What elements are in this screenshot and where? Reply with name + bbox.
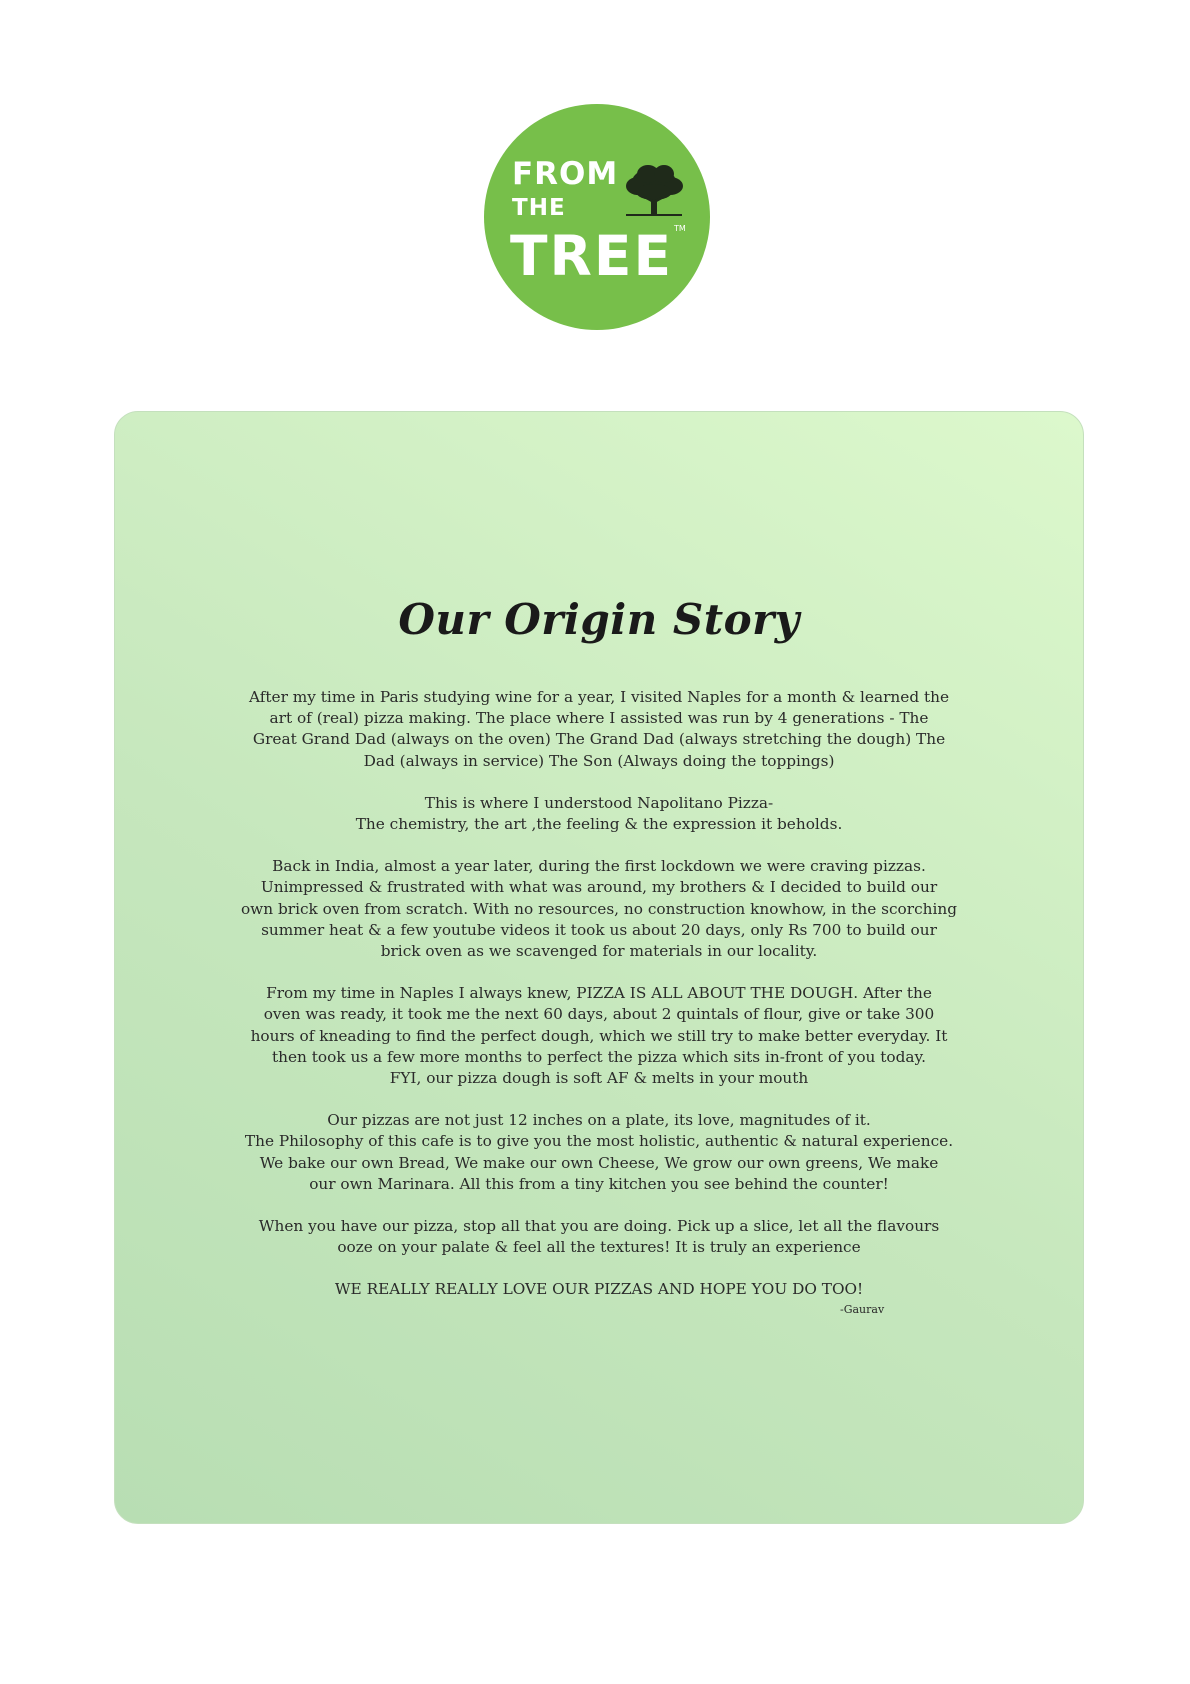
story-line: ooze on your palate & feel all the textures! It is truly an experience <box>337 1238 861 1257</box>
tree-icon <box>622 162 686 220</box>
story-line: From my time in Naples I always knew, PIZZA IS ALL ABOUT THE DOUGH. After the <box>266 984 932 1003</box>
story-body <box>175 687 1023 1317</box>
origin-story-card <box>114 411 1084 1524</box>
logo-word-the: THE <box>512 195 566 221</box>
story-line: brick oven as we scavenged for materials in our locality. <box>380 942 818 961</box>
trademark-mark: TM <box>674 224 686 233</box>
story-line: This is where I understood Napolitano Pizza- <box>424 793 774 812</box>
story-line: The chemistry, the art ,the feeling & the expression it beholds. <box>355 815 843 834</box>
story-line: After my time in Paris studying wine for a year, I visited Naples for a month & learned the <box>248 688 950 706</box>
story-paragraph <box>175 1216 1023 1258</box>
story-line: hours of kneading to find the perfect dough, which we still try to make better everyday. It <box>250 1026 948 1045</box>
story-line: When you have our pizza, stop all that you are doing. Pick up a slice, let all the flavours <box>258 1217 940 1236</box>
story-title: Our Origin Story <box>398 595 800 644</box>
story-paragraph <box>175 983 1023 1089</box>
story-line: our own Marinara. All this from a tiny kitchen you see behind the counter! <box>309 1174 889 1193</box>
story-line: We bake our own Bread, We make our own Cheese, We grow our own greens, We make <box>259 1153 939 1172</box>
story-paragraph <box>175 1110 1023 1195</box>
story-line: Back in India, almost a year later, during the first lockdown we were craving pizzas. <box>272 857 926 876</box>
story-line: Great Grand Dad (always on the oven) The Grand Dad (always stretching the dough) The <box>252 730 946 749</box>
story-paragraph <box>175 793 1023 835</box>
story-line: art of (real) pizza making. The place where I assisted was run by 4 generations - The <box>269 709 929 728</box>
signature-row <box>175 1301 1023 1317</box>
story-line: Our pizzas are not just 12 inches on a plate, its love, magnitudes of it. <box>327 1111 871 1130</box>
story-paragraph <box>175 687 1023 772</box>
logo-word-tree: TREE <box>510 224 674 288</box>
story-line: The Philosophy of this cafe is to give you the most holistic, authentic & natural experience. <box>244 1132 954 1151</box>
story-line: Unimpressed & frustrated with what was around, my brothers & I decided to build our <box>260 878 938 897</box>
story-line: FYI, our pizza dough is soft AF & melts in your mouth <box>389 1069 809 1088</box>
story-line: summer heat & a few youtube videos it took us about 20 days, only Rs 700 to build our <box>261 920 937 939</box>
story-paragraph <box>175 856 1023 962</box>
story-line: then took us a few more months to perfect the pizza which sits in-front of you today. <box>272 1047 926 1066</box>
story-line: Dad (always in service) The Son (Always doing the toppings) <box>363 751 835 770</box>
logo-word-from: FROM <box>512 156 619 192</box>
story-line: own brick oven from scratch. With no resources, no construction knowhow, in the scorching <box>240 899 958 918</box>
story-line: oven was ready, it took me the next 60 days, about 2 quintals of flour, give or take 300 <box>263 1005 935 1024</box>
brand-logo <box>484 104 710 330</box>
closing-statement: WE REALLY REALLY LOVE OUR PIZZAS AND HOPE YOU DO TOO! <box>334 1280 864 1299</box>
author-signature: -Gaurav <box>840 1302 885 1316</box>
